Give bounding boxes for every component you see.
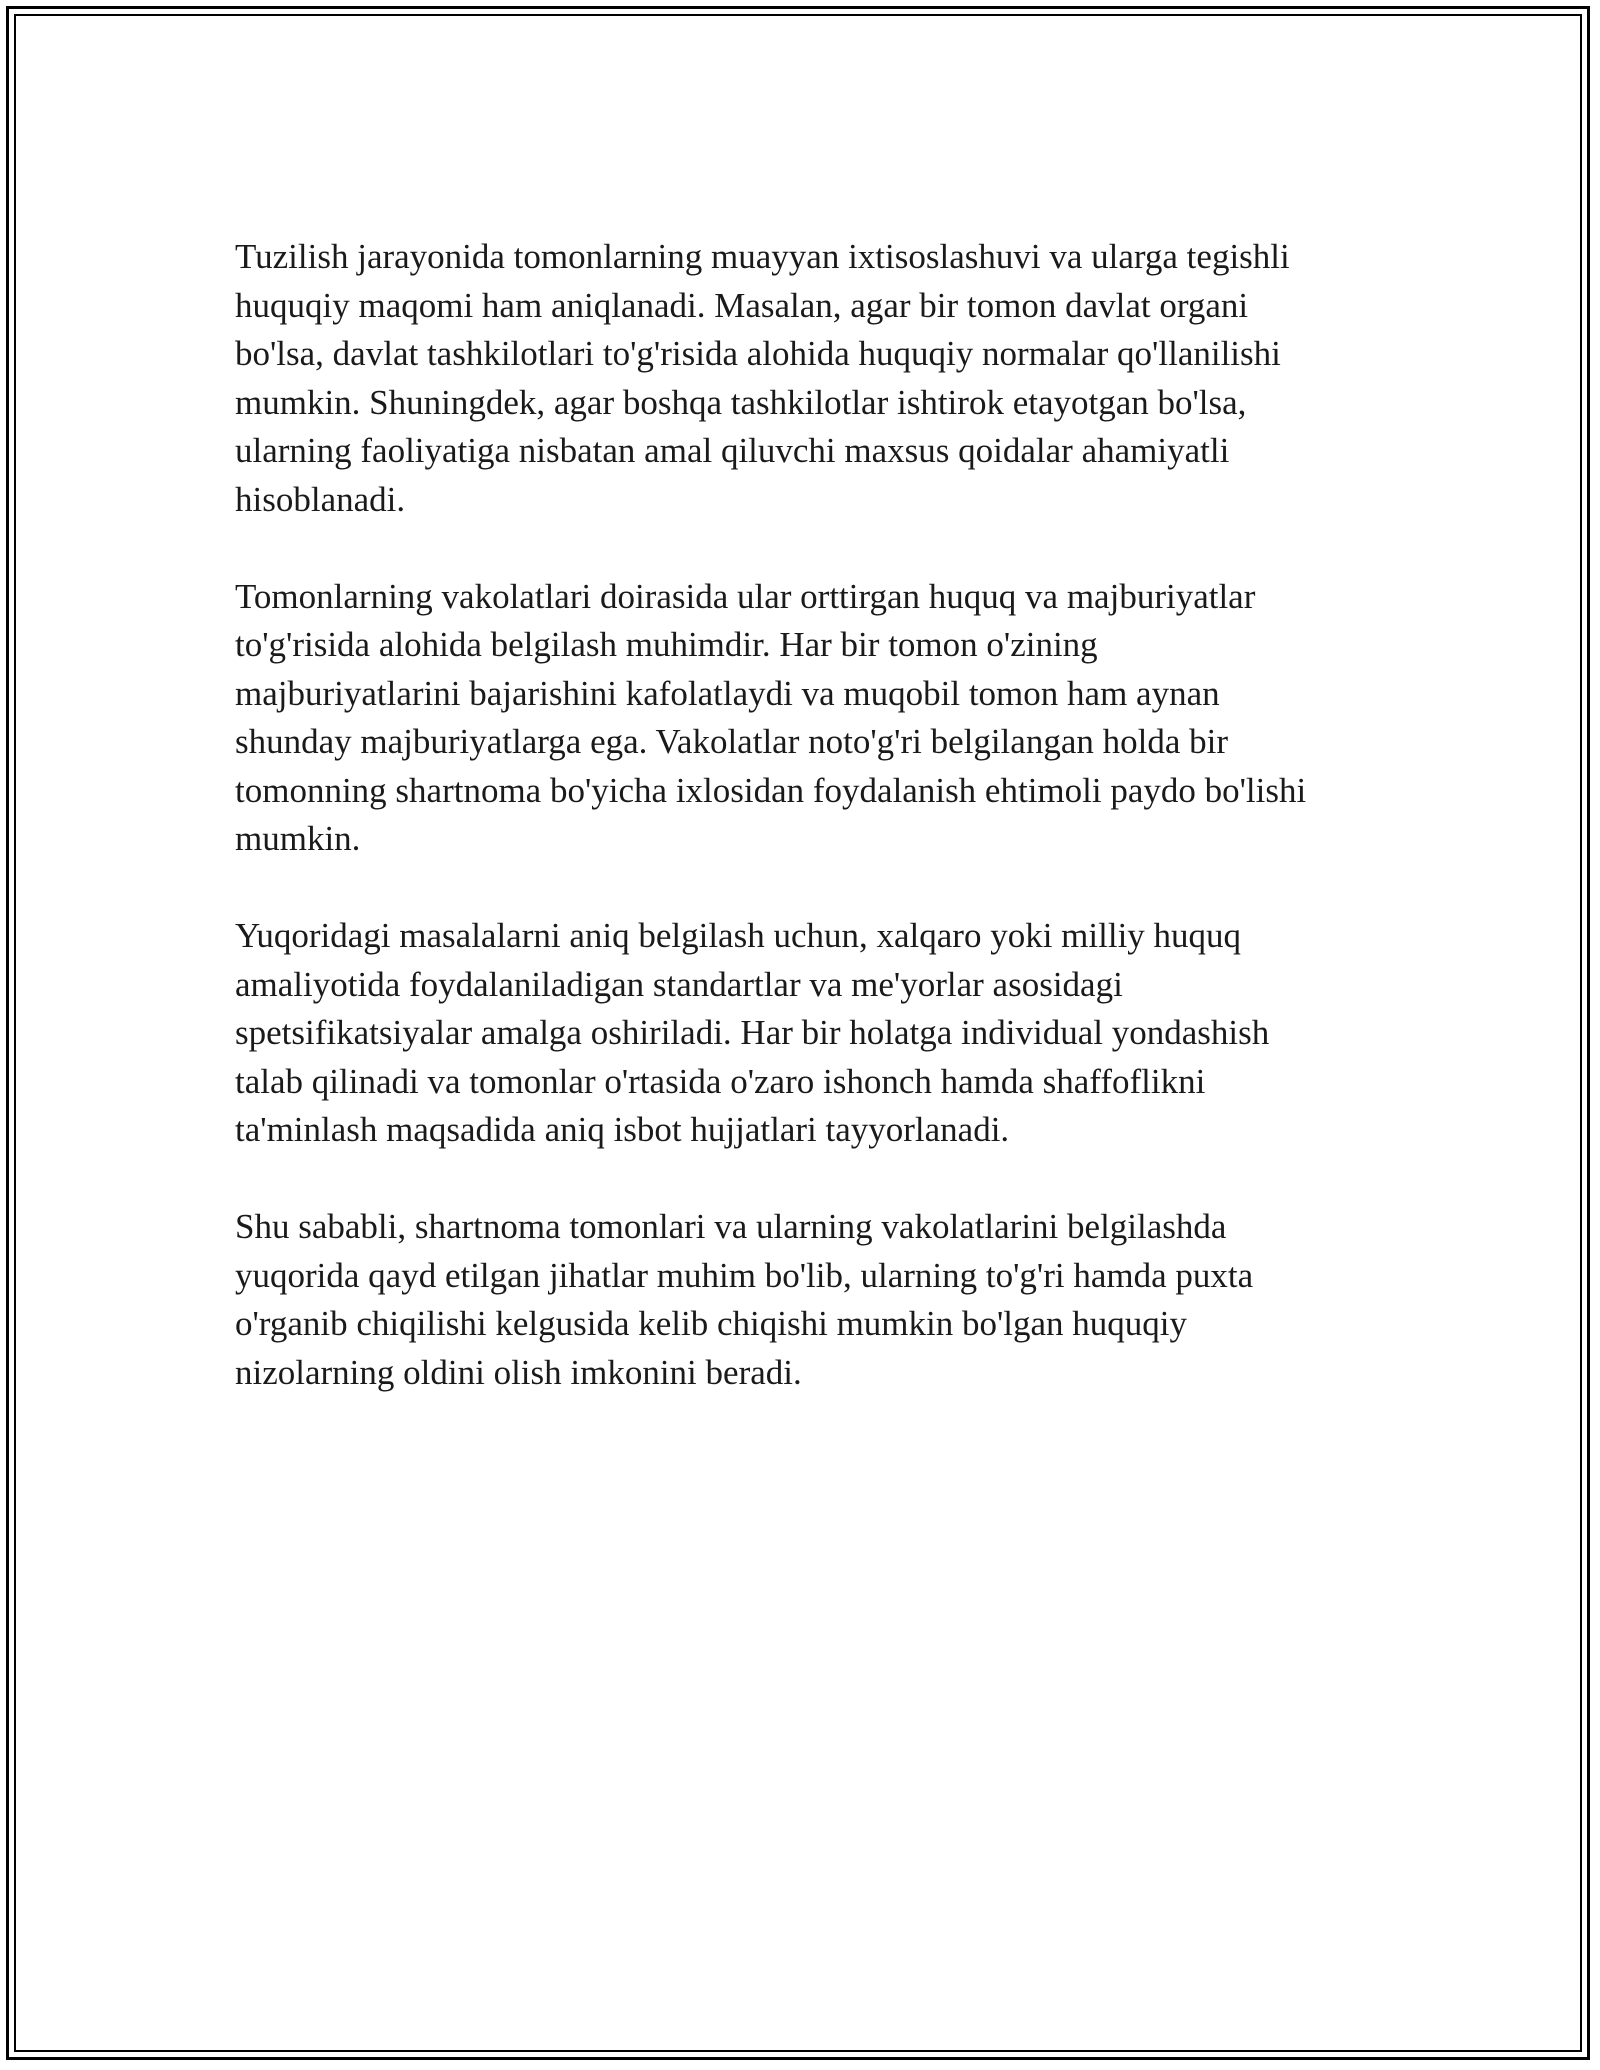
paragraph-2: Tomonlarning vakolatlari doirasida ular orttirgan huquq va majburiyatlar to'g'risida alohida belgilash muhimdir. Har bir tomon o'zining majburiyatlarini bajarishini kafolatlaydi va muqobil tomon ham aynan shunday majburiyatlarga ega. Vakolatlar noto'g'ri belgilangan holda bir tomonning shartnoma bo'yicha ixlosidan foydalanish ehtimoli paydo bo'lishi mumkin. bbox=[235, 576, 1307, 858]
paragraph-1: Tuzilish jarayonida tomonlarning muayyan ixtisoslashuvi va ularga tegishli huquqiy maqomi ham aniqlanadi. Masalan, agar bir tomon davlat organi bo'lsa, davlat tashkilotlari to'g'risida alohida huquqiy normalar qo'llanilishi mumkin. Shuningdek, agar boshqa tashkilotlar ishtirok etayotgan bo'lsa, ularning faoliyatiga nisbatan amal qiluvchi maxsus qoidalar ahamiyatli hisoblanadi. bbox=[235, 237, 1290, 519]
document-body bbox=[235, 233, 1365, 1446]
paragraph-4: Shu sababli, shartnoma tomonlari va ularning vakolatlarini belgilashda yuqorida qayd etilgan jihatlar muhim bo'lib, ularning to'g'ri hamda puxta o'rganib chiqilishi kelgusida kelib chiqishi mumkin bo'lgan huquqiy nizolarning oldini olish imkonini beradi. bbox=[235, 1207, 1254, 1392]
paragraph-3: Yuqoridagi masalalarni aniq belgilash uchun, xalqaro yoki milliy huquq amaliyotida foydalaniladigan standartlar va me'yorlar asosidagi spetsifikatsiyalar amalga oshiriladi. Har bir holatga individual yondashish talab qilinadi va tomonlar o'rtasida o'zaro ishonch hamda shaffoflikni ta'minlash maqsadida aniq isbot hujjatlari tayyorlanadi. bbox=[235, 916, 1270, 1149]
